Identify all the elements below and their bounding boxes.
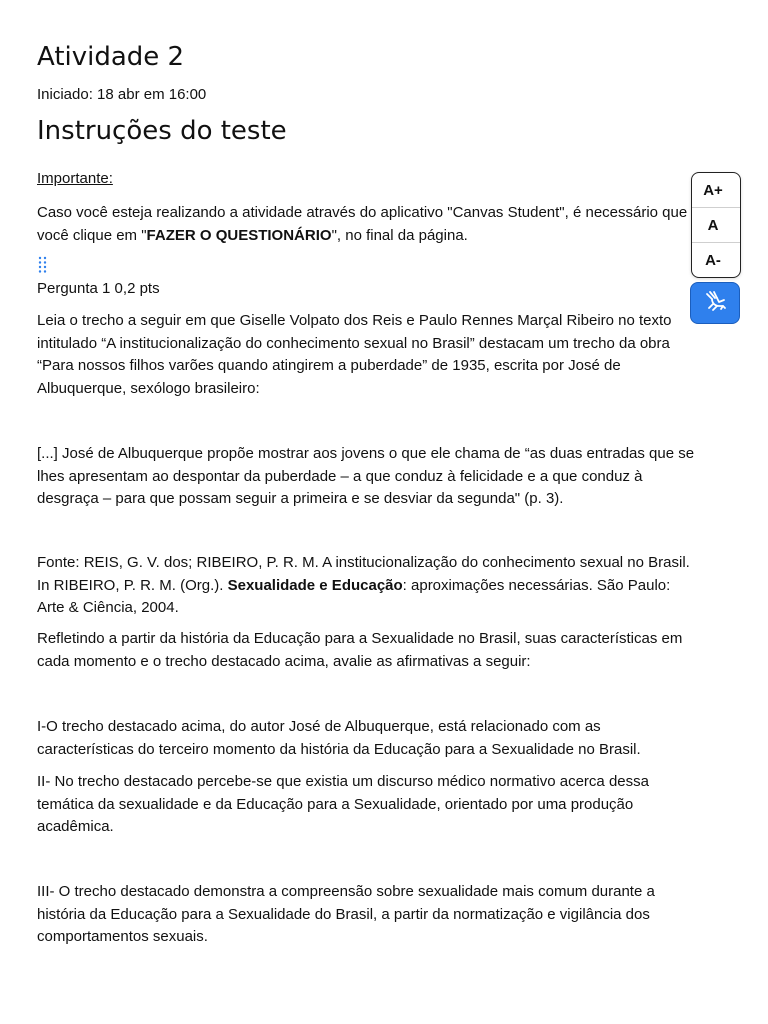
- important-label: Importante:: [37, 170, 113, 187]
- text-line: Arte & Ciência, 2004.: [37, 599, 179, 616]
- instructions-heading: Instruções do teste: [37, 116, 287, 146]
- text-line: Refletindo a partir da história da Educação para a Sexualidade no Brasil, suas características em: [37, 630, 683, 647]
- increase-font-button[interactable]: A+: [703, 181, 723, 199]
- text-line: [37, 575, 737, 598]
- notice-text: você clique em ": [37, 227, 147, 244]
- statement-ii: [37, 771, 737, 839]
- text-line: II- No trecho destacado percebe-se que existia um discurso médico normativo acerca dessa: [37, 773, 649, 790]
- decrease-font-button[interactable]: A-: [692, 242, 740, 277]
- text-line: características do terceiro momento da história da Educação para a Sexualidade no Brasil.: [37, 740, 641, 758]
- text-line: Albuquerque, sexólogo brasileiro:: [37, 379, 260, 397]
- notice-text: ", no final da página.: [331, 227, 468, 244]
- text-line: temática da sexualidade e da Educação para a Sexualidade, orientado por uma produção: [37, 795, 634, 813]
- sign-language-button[interactable]: [690, 282, 740, 324]
- normal-font-button[interactable]: A: [692, 207, 740, 242]
- text-line: III- O trecho destacado demonstra a compreensão sobre sexualidade mais comum durante a: [37, 883, 655, 900]
- page-title: Atividade 2: [37, 42, 185, 72]
- text-line: acadêmica.: [37, 818, 114, 835]
- statement-iii: [37, 881, 737, 949]
- text-line: [...] José de Albuquerque propõe mostrar aos jovens o que ele chama de “as duas entradas que se: [37, 445, 695, 462]
- text-line: comportamentos sexuais.: [37, 928, 208, 945]
- book-title: Sexualidade e Educação: [227, 576, 403, 594]
- font-size-widget: [691, 172, 741, 278]
- text-line: I-O trecho destacado acima, do autor José de Albuquerque, está relacionado com as: [37, 718, 601, 735]
- text-line: “Para nossos filhos varões quando atingirem a puberdade” de 1935, escrita por José de: [37, 357, 621, 374]
- started-timestamp: Iniciado: 18 abr em 16:00: [37, 86, 207, 103]
- app-notice: [37, 201, 767, 247]
- citation-text: In RIBEIRO, P. R. M. (Org.).: [37, 576, 228, 594]
- notice-line: Caso você esteja realizando a atividade através do aplicativo "Canvas Student", é necessário que: [37, 204, 688, 221]
- text-line: lhes apresentam ao despontar da puberdade – a que conduz à felicidade e a que conduz à: [37, 467, 643, 485]
- source-citation: [37, 552, 737, 620]
- text-line: história da Educação para a Sexualidade do Brasil, a partir da normatização e vigilância dos: [37, 905, 650, 923]
- text-line: desgraça – para que possam seguir a primeira e se desviar da segunda" (p. 3).: [37, 490, 564, 507]
- question-prompt: [37, 628, 737, 673]
- text-line: Fonte: REIS, G. V. dos; RIBEIRO, P. R. M. A institucionalização do conhecimento sexual no Brasil.: [37, 554, 690, 571]
- quoted-excerpt: [37, 443, 737, 511]
- take-quiz-emphasis: FAZER O QUESTIONÁRIO: [146, 227, 332, 244]
- question-intro: [37, 310, 737, 400]
- citation-text: : aproximações necessárias. São Paulo:: [402, 576, 671, 594]
- notice-line: [37, 224, 767, 247]
- question-meta: Pergunta 1 0,2 pts: [37, 280, 160, 297]
- text-line: cada momento e o trecho destacado acima, avalie as afirmativas a seguir:: [37, 652, 531, 670]
- text-line: Leia o trecho a seguir em que Giselle Volpato dos Reis e Paulo Rennes Marçal Ribeiro no texto: [37, 312, 672, 329]
- statement-i: [37, 716, 737, 761]
- sign-language-icon: [703, 288, 729, 319]
- text-line: intitulado “A institucionalização do conhecimento sexual no Brasil” destacam um trecho da obra: [37, 334, 670, 352]
- drag-handle-icon[interactable]: [38, 256, 48, 274]
